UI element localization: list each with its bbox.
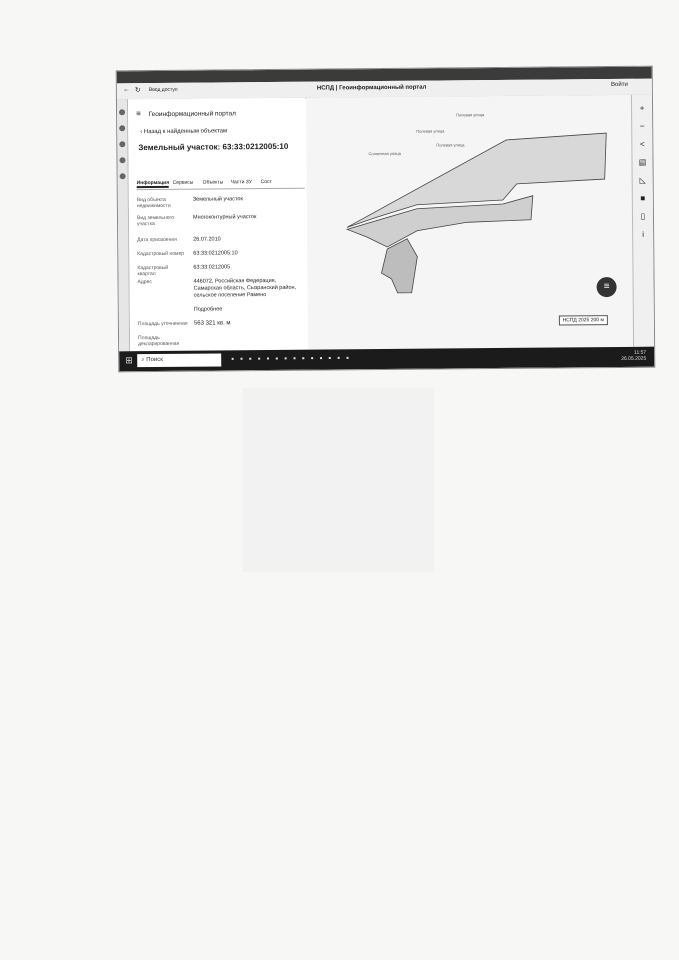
- windows-start-icon[interactable]: ⊞: [125, 355, 133, 366]
- field-key: Кадастровый номер: [137, 250, 185, 258]
- tab-objects[interactable]: Объекты: [202, 179, 224, 186]
- field-value: [194, 334, 306, 335]
- reload-icon[interactable]: ↻: [134, 87, 141, 95]
- screenshot-printout: [116, 66, 656, 373]
- minus-icon[interactable]: −: [639, 121, 645, 131]
- field-value: 26.07.2010: [193, 236, 221, 243]
- field-row: [136, 214, 305, 228]
- clock-time: 11:57: [633, 349, 647, 356]
- sidebar-app-icon[interactable]: [119, 109, 125, 115]
- field-value: 63:33:0212005:10: [193, 250, 238, 257]
- field-row: [138, 334, 306, 348]
- scale-value: 200 м: [590, 317, 604, 324]
- field-row: [137, 264, 305, 278]
- windows-taskbar: [119, 347, 654, 372]
- ruler-icon[interactable]: ◺: [639, 175, 646, 185]
- map-view[interactable]: [306, 95, 634, 350]
- chevron-left-icon: ‹: [140, 129, 144, 136]
- field-value: 563 321 кв. м: [193, 320, 231, 327]
- scale-bar: [559, 315, 608, 325]
- sidebar-app-icon[interactable]: [119, 157, 125, 163]
- field-value: Земельный участок: [192, 196, 243, 203]
- field-row: [138, 306, 306, 313]
- search-label: Поиск: [146, 356, 163, 364]
- field-row: [136, 196, 305, 210]
- address-bar[interactable]: Ввод доступ: [148, 86, 178, 94]
- sidebar-app-icon[interactable]: [119, 125, 125, 131]
- street-label: Полевая улица: [456, 112, 485, 118]
- layers-button[interactable]: ≡: [597, 277, 617, 297]
- layers-icon[interactable]: ■: [640, 193, 646, 203]
- field-key: Площадь декларированная: [138, 334, 180, 348]
- back-label: Назад к найденным объектам: [143, 128, 228, 136]
- taskbar-clock: [621, 350, 646, 362]
- taskbar-search[interactable]: [137, 353, 221, 367]
- window-title: НСПД | Геоинформационный портал: [316, 84, 427, 92]
- sidebar-app-icon[interactable]: [119, 141, 125, 147]
- tab-information[interactable]: Информация: [136, 179, 170, 187]
- field-key: Кадастровый квартал: [137, 264, 169, 278]
- app-header: [136, 108, 236, 118]
- page-title: Земельный участок: 63:33:0212005:10: [138, 141, 289, 153]
- info-icon[interactable]: i: [642, 229, 645, 239]
- field-key: Вид земельного участка: [136, 214, 175, 228]
- back-to-results-link[interactable]: [140, 128, 227, 135]
- app-name: Геоинформационный портал: [148, 110, 236, 119]
- field-row: [137, 250, 305, 258]
- field-row: [137, 320, 306, 328]
- scale-source: НСПД 2025: [562, 317, 590, 324]
- field-key: Адрес: [137, 279, 152, 286]
- field-key: Дата присвоения: [137, 236, 177, 244]
- field-row: [137, 236, 305, 244]
- street-label: Полевая улица: [416, 128, 445, 134]
- print-icon[interactable]: ▤: [638, 157, 647, 167]
- share-icon[interactable]: <: [639, 139, 645, 149]
- back-arrow-icon[interactable]: ←: [122, 86, 130, 94]
- field-value: 63:33:0212005: [193, 264, 231, 271]
- menu-icon[interactable]: ≡: [136, 109, 141, 119]
- plus-icon[interactable]: +: [639, 103, 645, 113]
- object-info-panel: [128, 98, 307, 352]
- bookmark-icon[interactable]: ▯: [640, 211, 646, 221]
- tab-status[interactable]: Сост: [260, 178, 272, 186]
- blank-area: [243, 388, 434, 572]
- taskbar-apps[interactable]: ▪▪▪▪▪▪▪▪▪▪▪▪▪▪: [231, 353, 355, 364]
- field-row: [137, 277, 306, 299]
- field-value: 446072, Российская Федерация, Самарская область, Сызранский район, сельское поселение Рамено: [193, 277, 297, 299]
- street-label: Полевая улица: [436, 142, 465, 148]
- tab-services[interactable]: Сервисы: [172, 179, 194, 186]
- field-value: Многоконтурный участок: [192, 214, 257, 221]
- clock-date: 26.05.2025: [621, 355, 647, 362]
- map-tools-bar: [631, 95, 654, 347]
- info-tabs: [137, 178, 305, 190]
- sidebar-app-icon[interactable]: [120, 173, 126, 179]
- search-icon: ⌕: [141, 357, 147, 364]
- field-key: Площадь уточненная: [137, 320, 188, 328]
- field-key: Вид объекта недвижимости: [136, 196, 171, 210]
- more-link[interactable]: Подробнее: [193, 306, 223, 313]
- login-button[interactable]: Войти: [611, 81, 628, 89]
- tab-parts[interactable]: Части ЗУ: [230, 179, 252, 186]
- street-label: Солнечная улица: [368, 150, 401, 157]
